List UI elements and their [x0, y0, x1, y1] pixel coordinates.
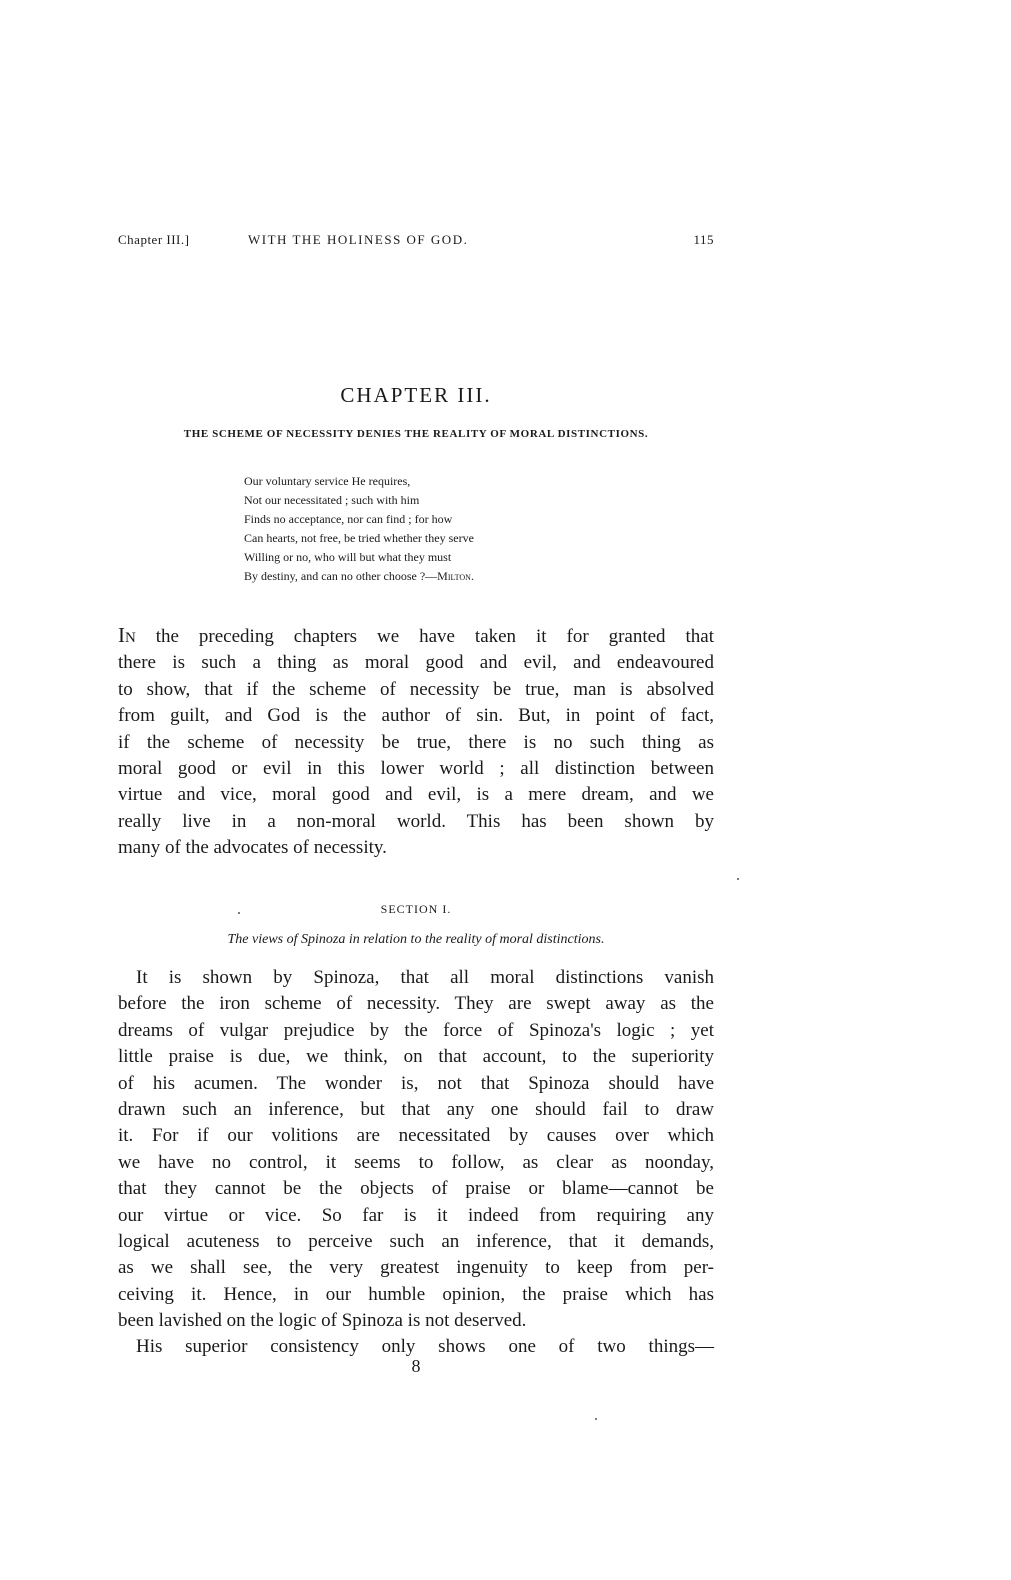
epigraph-line: Our voluntary service He requires,	[244, 474, 411, 488]
paragraph-line: moral good or evil in this lower world ; all distinction between	[118, 758, 714, 780]
running-head-title: WITH THE HOLINESS OF GOD.	[248, 232, 469, 247]
paragraph-line: His superior consistency only shows one of two things—	[136, 1336, 714, 1357]
paragraph-line: ceiving it. Hence, in our humble opinion, the praise which has	[118, 1283, 714, 1305]
paragraph-line: we have no control, it seems to follow, as clear as noonday,	[118, 1151, 714, 1173]
epigraph	[244, 472, 624, 586]
paragraph-1	[118, 622, 714, 862]
paragraph-line: from guilt, and God is the author of sin. But, in point of fact,	[118, 705, 714, 727]
paragraph-line: our virtue or vice. So far is it indeed from requiring any	[118, 1204, 714, 1226]
epigraph-line: Not our necessitated ; such with him	[244, 493, 420, 507]
chapter-subtitle: THE SCHEME OF NECESSITY DENIES THE REALITY OF MORAL DISTINCTIONS.	[183, 428, 649, 440]
paragraph-line: many of the advocates of necessity.	[118, 837, 387, 859]
paragraph-line: dreams of vulgar prejudice by the force of Spinoza's logic ; yet	[118, 1019, 714, 1041]
paragraph-line: It is shown by Spinoza, that all moral distinctions vanish	[136, 967, 714, 988]
paragraph-line: virtue and vice, moral good and evil, is a mere dream, and we	[118, 784, 714, 806]
paragraph-line: that they cannot be the objects of praise or blame—cannot be	[118, 1178, 714, 1200]
paragraph-line: to show, that if the scheme of necessity be true, man is absolved	[118, 678, 714, 700]
section-subtitle: The views of Spinoza in relation to the reality of moral distinctions.	[227, 932, 605, 947]
epigraph-line: Finds no acceptance, nor can find ; for how	[244, 512, 453, 526]
paragraph-2	[118, 965, 714, 1335]
running-head-chapter: Chapter III.]	[118, 232, 190, 247]
paragraph-line: there is such a thing as moral good and evil, and endeavoured	[118, 652, 714, 674]
print-speck	[238, 912, 240, 914]
paragraph-line: logical acuteness to perceive such an inference, that it demands,	[118, 1231, 714, 1253]
running-head	[118, 232, 714, 256]
epigraph-attribution: Milton.	[437, 569, 474, 583]
paragraph-lead-word: In	[118, 623, 136, 647]
epigraph-last-line	[244, 567, 624, 586]
print-speck	[595, 1418, 597, 1420]
paragraph-line: drawn such an inference, but that any one should fail to draw	[118, 1099, 714, 1121]
epigraph-line: Willing or no, who will but what they must	[244, 550, 452, 564]
epigraph-line: By destiny, and can no other choose ?—	[244, 569, 438, 583]
paragraph-line: it. For if our volitions are necessitated by causes over which	[118, 1125, 714, 1147]
paragraph-line-text: the preceding chapters we have taken it for granted that	[135, 626, 714, 647]
paragraph-line: little praise is due, we think, on that account, to the superiority	[118, 1046, 714, 1068]
paragraph-line: if the scheme of necessity be true, there is no such thing as	[118, 731, 714, 753]
print-speck	[737, 878, 739, 880]
page-number: 115	[693, 232, 714, 247]
paragraph-line: as we shall see, the very greatest ingenuity to keep from per-	[118, 1257, 714, 1279]
paragraph-line: before the iron scheme of necessity. They are swept away as the	[118, 993, 714, 1015]
paragraph-line	[118, 622, 714, 650]
paragraph-line: of his acumen. The wonder is, not that Spinoza should have	[118, 1072, 714, 1094]
signature-mark: 8	[411, 1356, 421, 1376]
paragraph-line: really live in a non-moral world. This has been shown by	[118, 810, 714, 832]
epigraph-line: Can hearts, not free, be tried whether they serve	[244, 531, 474, 545]
paragraph-line: been lavished on the logic of Spinoza is not deserved.	[118, 1310, 527, 1332]
chapter-title: CHAPTER III.	[340, 383, 492, 407]
section-heading: SECTION I.	[380, 902, 452, 916]
